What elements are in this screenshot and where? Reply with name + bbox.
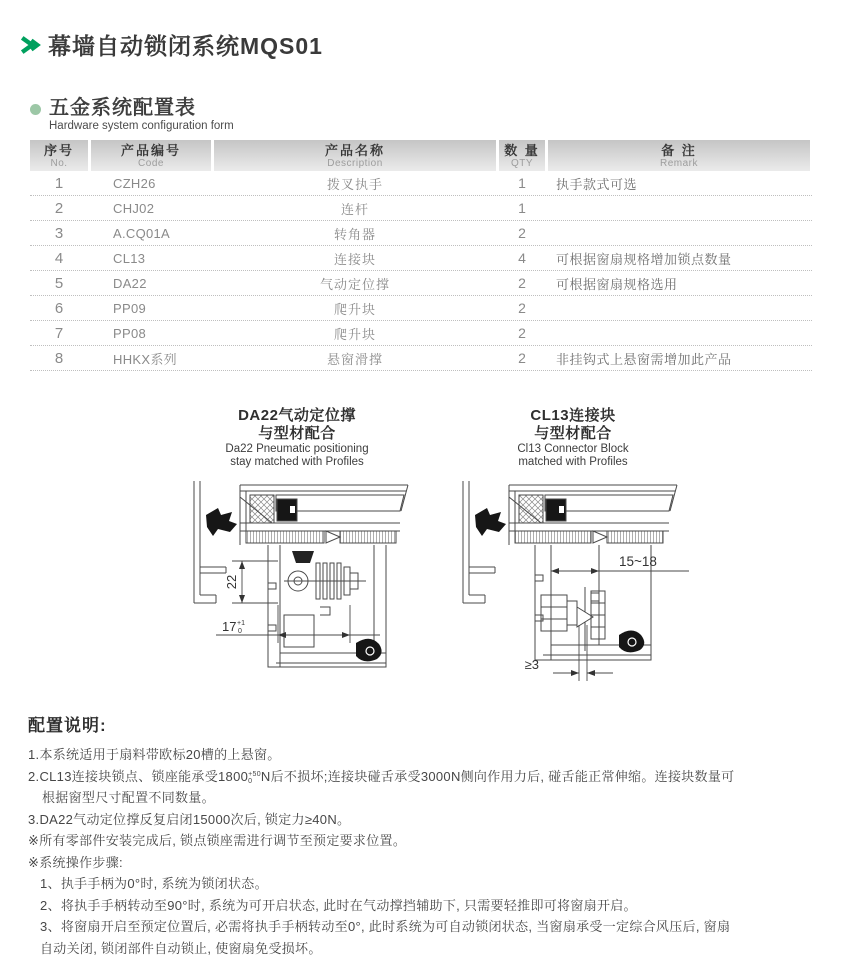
cell-code: PP08 (91, 326, 211, 341)
dim-width-tol-sub: 0 (238, 628, 242, 635)
table-row (30, 196, 812, 221)
operation-step: 3、将窗扇开启至预定位置后, 必需将执手手柄转动至0°, 此时系统为可自动锁闭状态, 当窗扇承受一定综合风压后, 窗扇 (28, 916, 850, 938)
table-row (30, 271, 812, 296)
figure-subtitle: stay matched with Profiles (162, 456, 432, 469)
cl13-section-drawing (451, 475, 696, 690)
note-line: 1.本系统适用于扇料带欧标20槽的上悬窗。 (28, 744, 850, 766)
cell-code: CHJ02 (91, 201, 211, 216)
cell-name: 拨叉执手 (214, 174, 496, 193)
page-title-row (0, 0, 850, 61)
cell-no: 5 (30, 275, 88, 292)
dim-gap-label: 15~18 (619, 554, 657, 569)
cell-no: 3 (30, 225, 88, 242)
cell-qty: 2 (499, 325, 545, 341)
double-chevron-icon (20, 34, 42, 56)
figure-da22 (162, 407, 432, 695)
configuration-notes (28, 711, 850, 959)
cell-no: 1 (30, 175, 88, 192)
table-header-row (30, 140, 812, 171)
note-line: 2.CL13连接块锁点、锁座能承受1800 +50 0 N后不损坏;连接块碰舌承受3000N侧向作用力后, 碰舌能正常伸缩。连接块数量可 (28, 766, 850, 788)
table-row (30, 221, 812, 246)
figure-cl13 (438, 407, 708, 695)
note-line: 根据窗型尺寸配置不同数量。 (28, 787, 850, 809)
notes-title: 配置说明: (28, 711, 850, 736)
hardware-config-table (30, 140, 812, 371)
cell-qty: 1 (499, 175, 545, 191)
cell-name: 转角器 (214, 224, 496, 243)
operation-step: 1、执手手柄为0°时, 系统为锁闭状态。 (28, 873, 850, 895)
cell-name: 爬升块 (214, 324, 496, 343)
cell-name: 爬升块 (214, 299, 496, 318)
note-line: ※所有零部件安装完成后, 锁点锁座需进行调节至预定要求位置。 (28, 830, 850, 852)
note-line: ※系统操作步骤: (28, 852, 850, 874)
operation-step: 自动关闭, 锁闭部件自动锁止, 使窗扇免受损坏。 (28, 938, 850, 959)
section-header (0, 61, 850, 119)
header-cell-no: 序号 No. (30, 140, 88, 171)
cell-no: 7 (30, 325, 88, 342)
figure-subtitle: Da22 Pneumatic positioning (162, 443, 432, 456)
section-subtitle: Hardware system configuration form (49, 120, 850, 132)
cell-code: CZH26 (91, 176, 211, 191)
table-row (30, 171, 812, 196)
dim-width-label: 17 (222, 619, 236, 634)
da22-section-drawing (180, 475, 415, 675)
table-row (30, 246, 812, 271)
cell-code: DA22 (91, 276, 211, 291)
cell-remark: 可根据窗扇规格增加锁点数量 (548, 249, 810, 268)
header-cell-description: 产品名称 Description (214, 140, 496, 171)
bullet-icon (30, 104, 41, 115)
cell-qty: 2 (499, 275, 545, 291)
figure-subtitle: matched with Profiles (438, 456, 708, 469)
cell-remark: 非挂钩式上悬窗需增加此产品 (548, 349, 810, 368)
dim-min-gap-label: ≥3 (524, 657, 538, 672)
cell-no: 8 (30, 350, 88, 367)
cell-no: 4 (30, 250, 88, 267)
section-title: 五金系统配置表 (49, 97, 196, 119)
cell-code: HHKX系列 (91, 349, 211, 368)
table-row (30, 296, 812, 321)
dim-height-label: 22 (224, 575, 239, 589)
note-line: 3.DA22气动定位撑反复启闭15000次后, 锁定力≥40N。 (28, 809, 850, 831)
operation-step: 2、将执手手柄转动至90°时, 系统为可开启状态, 此时在气动撑挡辅助下, 只需要轻推即可将窗扇开启。 (28, 895, 850, 917)
figure-title: 与型材配合 (162, 425, 432, 443)
cell-no: 6 (30, 300, 88, 317)
page-title: 幕墙自动锁闭系统MQS01 (48, 28, 323, 61)
cell-no: 2 (30, 200, 88, 217)
cell-qty: 2 (499, 225, 545, 241)
table-row (30, 321, 812, 346)
figure-title: 与型材配合 (438, 425, 708, 443)
cell-qty: 2 (499, 350, 545, 366)
cell-name: 连杆 (214, 199, 496, 218)
header-cell-remark: 备 注 Remark (548, 140, 810, 171)
table-row (30, 346, 812, 371)
cell-name: 悬窗滑撑 (214, 349, 496, 368)
cell-code: PP09 (91, 301, 211, 316)
figure-title: CL13连接块 (438, 407, 708, 425)
header-cell-code: 产品编号 Code (91, 140, 211, 171)
figures-row (0, 407, 850, 695)
cell-qty: 2 (499, 300, 545, 316)
cell-code: A.CQ01A (91, 226, 211, 241)
table-body (30, 171, 812, 371)
figure-title: DA22气动定位撑 (162, 407, 432, 425)
dim-width-tol-sup: +1 (237, 620, 245, 627)
cell-code: CL13 (91, 251, 211, 266)
tolerance-mark: +50 0 (248, 771, 261, 785)
cell-name: 连接块 (214, 249, 496, 268)
figure-subtitle: Cl13 Connector Block (438, 443, 708, 456)
cell-remark: 执手款式可选 (548, 174, 810, 193)
cell-qty: 4 (499, 250, 545, 266)
header-cell-qty: 数 量 QTY (499, 140, 545, 171)
cell-name: 气动定位撑 (214, 274, 496, 293)
cell-qty: 1 (499, 200, 545, 216)
cell-remark: 可根据窗扇规格选用 (548, 274, 810, 293)
